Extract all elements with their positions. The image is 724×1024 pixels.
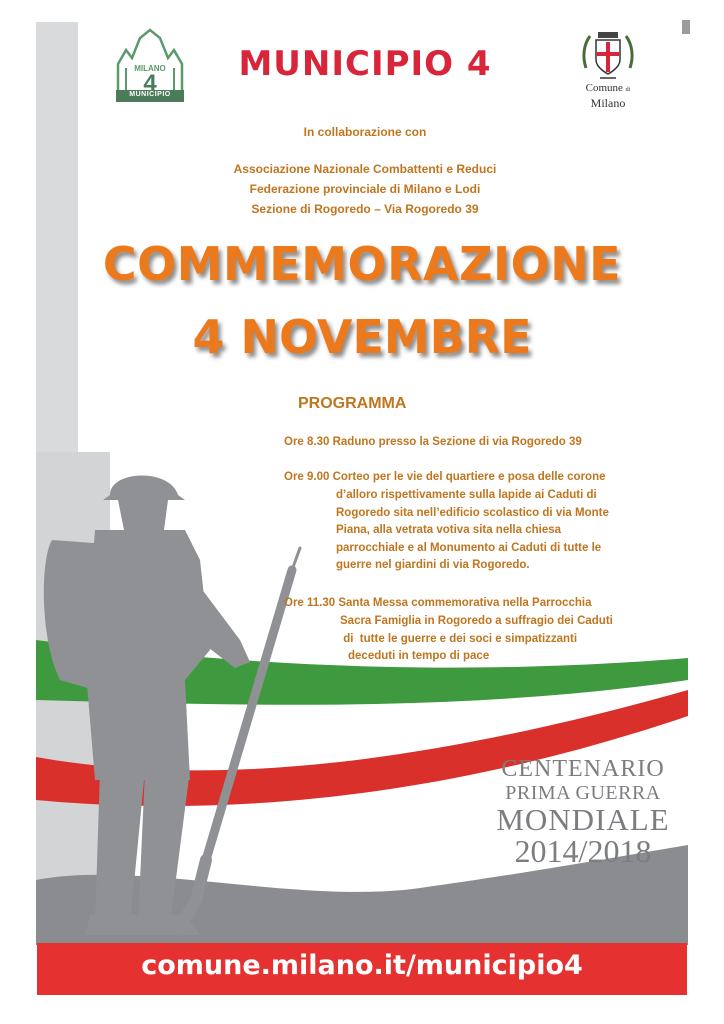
page-title: MUNICIPIO 4 bbox=[238, 44, 492, 84]
partner-line: Federazione provinciale di Milano e Lodi bbox=[249, 182, 481, 196]
municipio-logo-number: 4 bbox=[143, 70, 157, 97]
programma-item-3-head: Ore 11.30 Santa Messa commemorativa nella Parrocchia bbox=[284, 597, 592, 609]
municipio-4-logo bbox=[112, 28, 188, 104]
programma-title: PROGRAMMA bbox=[298, 395, 407, 412]
programma-item-2-body bbox=[336, 487, 609, 575]
partner-line: Associazione Nazionale Combattenti e Reduci bbox=[233, 162, 497, 176]
programma-item-1: Ore 8.30 Raduno presso la Sezione di via Rogoredo 39 bbox=[284, 436, 582, 448]
programma-line: Sacra Famiglia in Rogoredo a suffragio dei Caduti bbox=[340, 615, 613, 627]
municipio-logo-city: MILANO bbox=[134, 64, 166, 73]
programma-line: guerre nel giardini di via Rogoredo. bbox=[336, 559, 530, 571]
partner-line: Sezione di Rogoredo – Via Rogoredo 39 bbox=[251, 202, 479, 216]
programma-item-3-body bbox=[340, 613, 613, 666]
comune-logo-line2: Milano bbox=[590, 96, 626, 110]
centenario-block bbox=[488, 757, 678, 867]
programma-line: Piana, alla vetrata votiva sita nella chiesa bbox=[336, 524, 562, 536]
centenario-line-3: MONDIALE bbox=[496, 802, 670, 837]
programma-line: deceduti in tempo di pace bbox=[348, 650, 490, 662]
headline-line-1: COMMEMORAZIONE bbox=[102, 237, 622, 291]
programma-line: d’alloro rispettivamente sulla lapide ai Caduti di bbox=[336, 489, 597, 501]
programma-line: Rogoredo sita nell’edificio scolastico di via Monte bbox=[336, 506, 609, 519]
centenario-line-2: PRIMA GUERRA bbox=[505, 782, 661, 804]
headline-line-2: 4 NOVEMBRE bbox=[192, 310, 532, 364]
comune-milano-logo bbox=[580, 28, 636, 118]
municipio-logo-caption: MUNICIPIO bbox=[129, 91, 171, 98]
programma-item-2-head: Ore 9.00 Corteo per le vie del quartiere e posa delle corone bbox=[284, 471, 606, 483]
centenario-line-4: 2014/2018 bbox=[514, 833, 652, 869]
footer-url-link[interactable]: comune.milano.it/municipio4 bbox=[141, 950, 583, 981]
milano-coat-of-arms-icon bbox=[580, 28, 636, 82]
collaboration-intro: In collaborazione con bbox=[303, 125, 427, 139]
collaboration-partners bbox=[160, 159, 570, 219]
programma-line: di tutte le guerre e dei soci e simpatizzanti bbox=[340, 632, 578, 645]
centenario-line-1: CENTENARIO bbox=[501, 756, 665, 782]
comune-logo-line1: Comune di bbox=[585, 82, 631, 94]
programma-line: parrocchiale e al Monumento ai Caduti di tutte le bbox=[336, 541, 602, 554]
